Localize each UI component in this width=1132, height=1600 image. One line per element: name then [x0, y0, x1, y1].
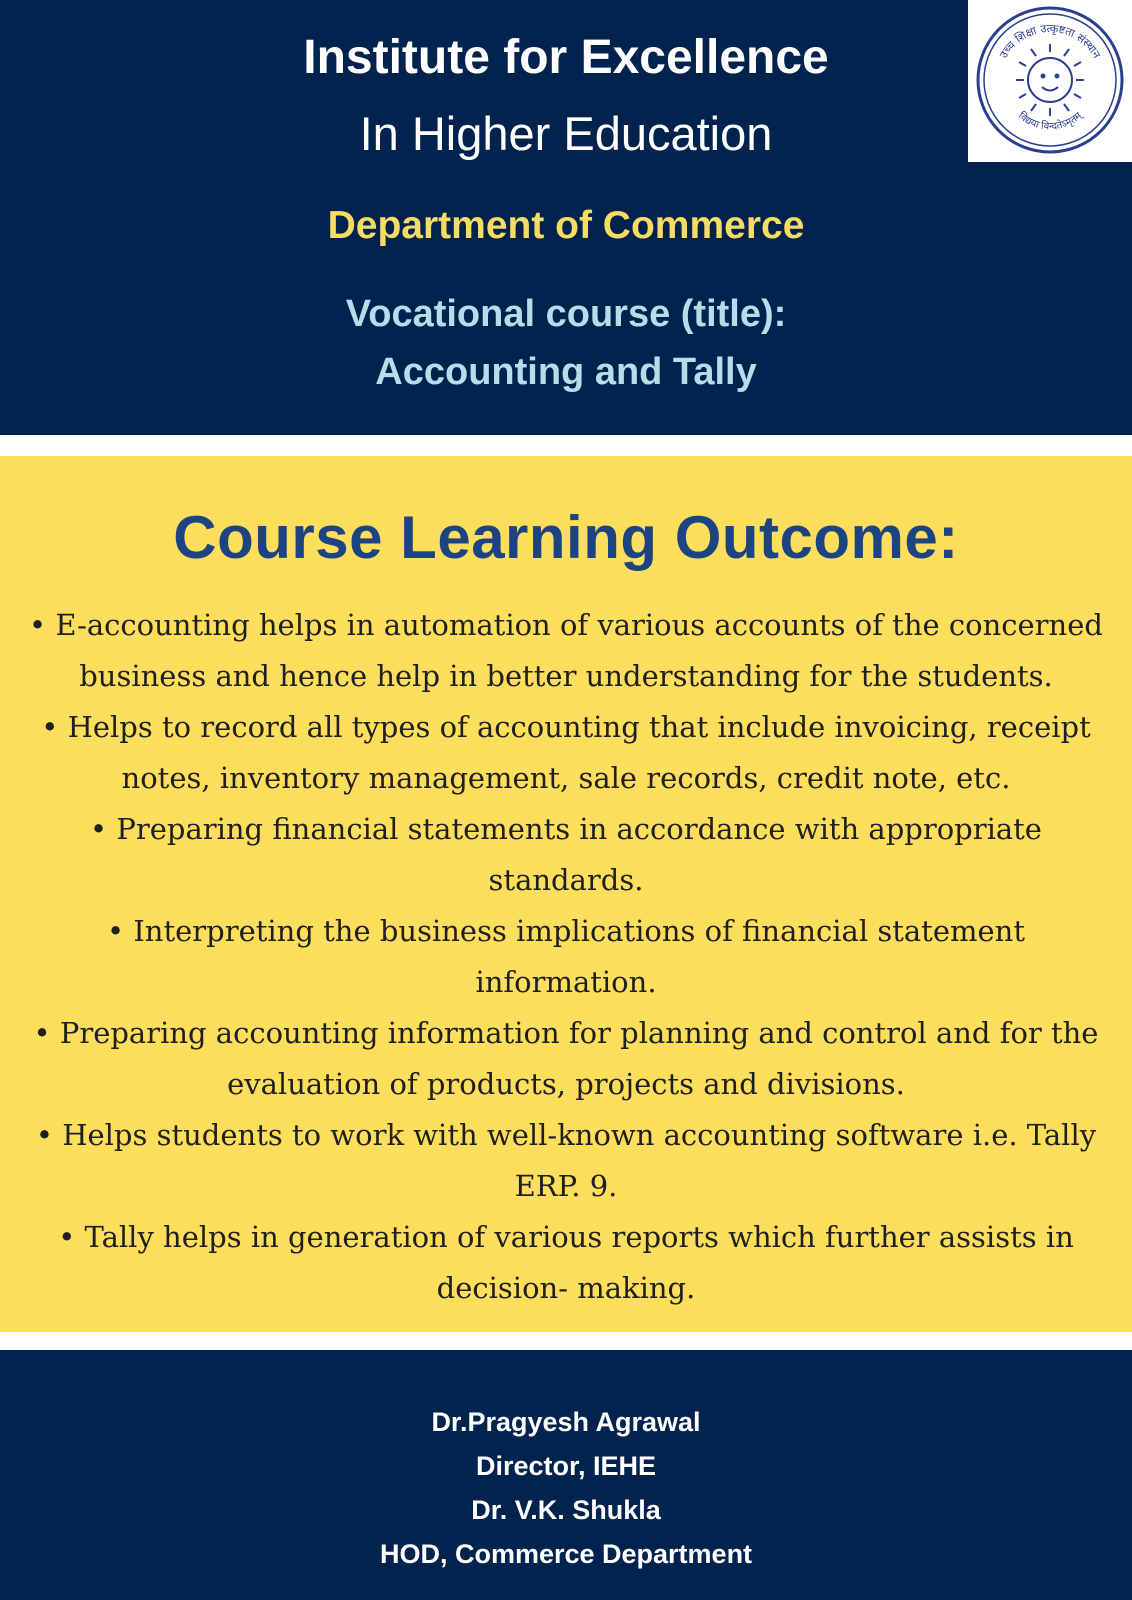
- institute-title: Institute for Excellence: [303, 31, 829, 84]
- director-name: Dr.Pragyesh Agrawal: [431, 1407, 701, 1437]
- signatures-block: [0, 1400, 1132, 1576]
- outcome-item: • E-accounting helps in automation of various accounts of the concerned business and hence help in better understanding for the students.: [29, 608, 1103, 693]
- logo-bottom-text: विद्यया विन्दतेऽमृतम्: [1015, 110, 1085, 133]
- department-name: Department of Commerce: [327, 204, 805, 247]
- outcome-item: • Helps to record all types of accounting that include invoicing, receipt notes, inventory management, sale records, credit note, etc.: [41, 710, 1091, 795]
- institute-subtitle: In Higher Education: [359, 107, 773, 160]
- hod-title: HOD, Commerce Department: [379, 1539, 753, 1569]
- director-title: Director, IEHE: [475, 1451, 657, 1481]
- outcome-item: • Preparing financial statements in accordance with appropriate standards.: [90, 812, 1042, 897]
- course-title: Accounting and Tally: [375, 351, 757, 393]
- outcome-item: • Helps students to work with well-known accounting software i.e. Tally ERP. 9.: [35, 1118, 1097, 1203]
- outcome-item: • Tally helps in generation of various reports which further assists in decision- making.: [58, 1220, 1074, 1305]
- outcome-item: • Interpreting the business implications of financial statement information.: [107, 914, 1025, 999]
- hod-name: Dr. V.K. Shukla: [471, 1495, 661, 1525]
- outcomes-list: [20, 600, 1112, 1314]
- logo-top-text: उच्च शिक्षा उत्कृष्टता संस्थान: [996, 21, 1104, 61]
- outcomes-heading: Course Learning Outcome:: [173, 504, 959, 571]
- outcome-item: • Preparing accounting information for planning and control and for the evaluation of products, projects and divisions.: [33, 1016, 1099, 1101]
- course-title-label: Vocational course (title):: [345, 293, 787, 335]
